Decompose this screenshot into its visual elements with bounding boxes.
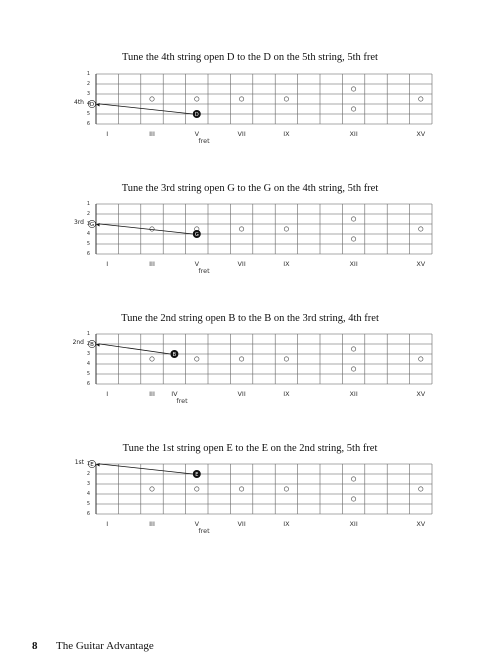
fret-inlay-marker [195, 97, 199, 101]
fret-number-label: VII [237, 390, 246, 398]
string-number: 5 [86, 240, 90, 247]
open-note-letter: B [90, 342, 94, 348]
fret-inlay-marker [351, 107, 355, 111]
fretted-note-letter: D [194, 112, 199, 118]
fret-number-label: III [149, 520, 155, 528]
string-number: 6 [86, 250, 90, 257]
open-string-label: 3rd [74, 219, 84, 226]
fret-number-label: XV [416, 130, 426, 138]
fret-number-label: XV [416, 520, 426, 528]
open-string-label: 2nd [72, 339, 84, 346]
fret-number-label: XII [349, 130, 358, 138]
fret-inlay-marker [195, 357, 199, 361]
arrowhead-icon [96, 103, 100, 106]
arrowhead-icon [96, 223, 100, 226]
fretboard [0, 204, 500, 254]
string-number: 3 [86, 90, 90, 97]
tuning-arrow-line [100, 344, 170, 354]
string-number: 4 [86, 490, 90, 497]
open-string-label: 4th [74, 99, 84, 106]
string-number: 6 [86, 510, 90, 517]
string-number: 4 [86, 100, 90, 107]
string-number: 3 [86, 220, 90, 227]
fret-axis-label: fret [198, 137, 210, 145]
fret-number-label: III [149, 390, 155, 398]
page-number: 8 [32, 640, 38, 652]
fret-inlay-marker [150, 487, 154, 491]
string-number: 2 [86, 210, 90, 217]
string-number: 6 [86, 380, 90, 387]
string-number: 5 [86, 110, 90, 117]
diagram-title: Tune the 4th string open D to the D on the 5th string, 5th fret [122, 52, 378, 63]
fret-number-label: XV [416, 260, 426, 268]
fret-number-label: XII [349, 520, 358, 528]
string-number: 3 [86, 480, 90, 487]
string-number: 3 [86, 350, 90, 357]
string-number: 5 [86, 370, 90, 377]
fret-inlay-marker [351, 367, 355, 371]
fret-number-label: III [149, 260, 155, 268]
fret-number-label: V [194, 260, 200, 268]
fret-axis-label: fret [176, 397, 188, 405]
fret-inlay-marker [195, 487, 199, 491]
fret-inlay-marker [239, 357, 243, 361]
fret-number-label: IX [283, 130, 290, 138]
fret-inlay-marker [351, 217, 355, 221]
fretted-note-letter: B [172, 352, 177, 358]
string-number: 2 [86, 470, 90, 477]
tuning-arrow-line [100, 224, 193, 234]
fret-inlay-marker [419, 487, 423, 491]
fret-number-label: XV [416, 390, 426, 398]
fret-inlay-marker [150, 357, 154, 361]
string-number: 1 [86, 70, 90, 77]
open-note-letter: D [89, 102, 95, 108]
fret-number-label: VII [237, 130, 246, 138]
open-string-label: 1st [74, 459, 84, 466]
fret-inlay-marker [284, 227, 288, 231]
fret-inlay-marker [239, 97, 243, 101]
fret-inlay-marker [351, 237, 355, 241]
fret-inlay-marker [351, 477, 355, 481]
fret-number-label: IX [283, 390, 290, 398]
fret-number-label: XII [349, 390, 358, 398]
fret-number-label: V [194, 520, 200, 528]
fret-number-label: VII [237, 520, 246, 528]
fret-inlay-marker [239, 487, 243, 491]
fret-number-label: IX [283, 260, 290, 268]
fretted-note-letter: G [194, 232, 199, 238]
open-note-letter: E [90, 462, 94, 468]
fret-number-label: IX [283, 520, 290, 528]
fret-axis-label: fret [198, 267, 210, 275]
string-number: 4 [86, 230, 90, 237]
fret-inlay-marker [150, 227, 154, 231]
fret-number-label: III [149, 130, 155, 138]
fret-inlay-marker [284, 487, 288, 491]
fret-number-label: I [106, 390, 109, 398]
fret-inlay-marker [239, 227, 243, 231]
string-number: 1 [86, 330, 90, 337]
fretboard [0, 464, 500, 514]
string-number: 1 [86, 200, 90, 207]
string-number: 2 [86, 340, 90, 347]
string-number: 5 [86, 500, 90, 507]
open-note-letter: G [89, 222, 95, 228]
fret-number-label: XII [349, 260, 358, 268]
fretted-note-letter: E [195, 472, 199, 478]
fret-number-label: V [194, 130, 200, 138]
tuning-arrow-line [100, 104, 193, 114]
fret-axis-label: fret [198, 527, 210, 535]
fret-number-label: I [106, 130, 109, 138]
arrowhead-icon [96, 463, 100, 466]
fret-inlay-marker [419, 97, 423, 101]
fret-inlay-marker [419, 357, 423, 361]
fret-inlay-marker [284, 357, 288, 361]
fret-inlay-marker [351, 347, 355, 351]
fret-number-label: I [106, 260, 109, 268]
fret-inlay-marker [150, 97, 154, 101]
string-number: 4 [86, 360, 90, 367]
diagram-title: Tune the 3rd string open G to the G on the 4th string, 5th fret [121, 183, 379, 194]
fret-number-label: I [106, 520, 109, 528]
fret-inlay-marker [284, 97, 288, 101]
running-footer-title: The Guitar Advantage [56, 640, 154, 652]
fret-number-label: IV [171, 390, 178, 398]
string-number: 2 [86, 80, 90, 87]
diagram-title: Tune the 2nd string open B to the B on the 3rd string, 4th fret [121, 313, 379, 324]
fret-inlay-marker [419, 227, 423, 231]
string-number: 1 [86, 460, 90, 467]
string-number: 6 [86, 120, 90, 127]
fret-inlay-marker [351, 87, 355, 91]
fret-inlay-marker [351, 497, 355, 501]
fret-number-label: VII [237, 260, 246, 268]
tuning-arrow-line [100, 464, 193, 474]
diagram-title: Tune the 1st string open E to the E on the 2nd string, 5th fret [122, 443, 378, 454]
